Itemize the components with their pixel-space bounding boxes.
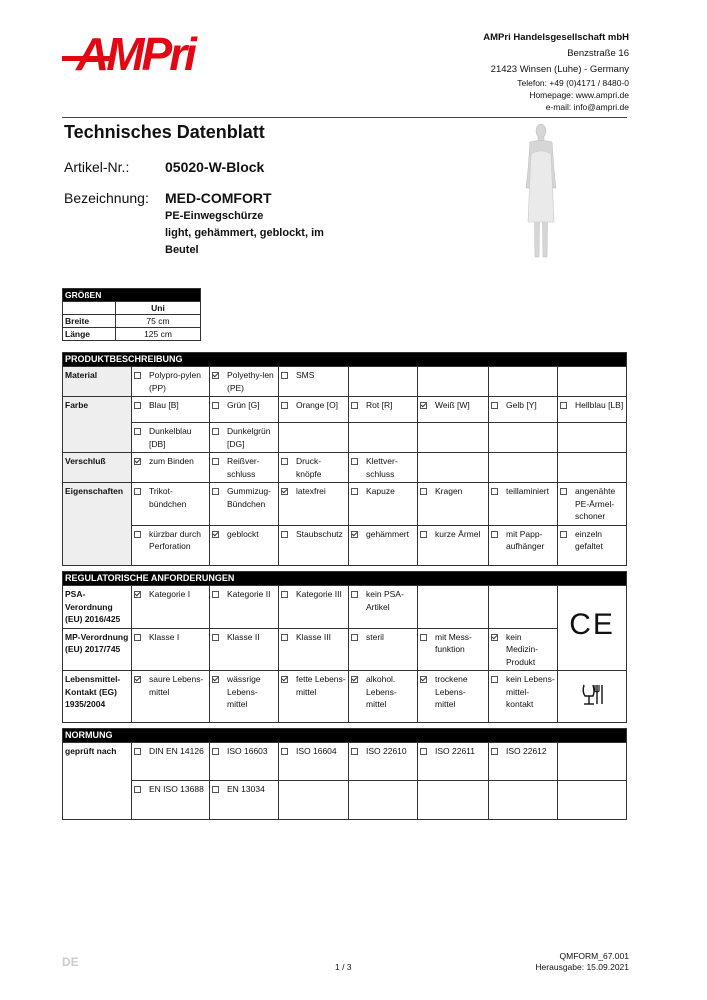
food-safe-icon [558,671,627,723]
option-label: Trikot-bündchen [149,486,187,509]
checkbox-checked [281,676,288,683]
option-label: saure Lebens-mittel [149,674,204,697]
section-header-norms: NORMUNG [63,729,627,743]
option-label: Klasse II [227,631,260,642]
checkbox [212,634,219,641]
checkbox [281,591,288,598]
option-label: Rot [R] [366,400,393,410]
checkbox [491,748,498,755]
checkbox [351,402,358,409]
regulatory-table [62,571,627,723]
option-label: ISO 22611 [435,746,476,756]
option-label: fette Lebens-mittel [296,674,346,697]
checkbox [351,634,358,641]
size-label: Länge [63,328,116,341]
option-label: Klettver-schluss [366,456,398,479]
option-label: kurze Ärmel [435,528,481,539]
option-label: kein Medizin-Produkt [506,631,539,667]
checkbox-checked [420,676,427,683]
designation-sub1: PE-Einwegschürze [165,210,264,222]
option-label: Kategorie II [227,589,271,599]
checkbox [420,531,427,538]
checkbox [134,488,141,495]
checkbox [134,402,141,409]
section-header-regulatory: REGULATORISCHE ANFORDERUNGEN [63,572,627,586]
checkbox [134,428,141,435]
option-label: trockene Lebens-mittel [435,674,468,709]
checkbox [134,531,141,538]
checkbox [420,634,427,641]
option-label: wässrige Lebens-mittel [227,674,261,709]
company-homepage: Homepage: www.ampri.de [529,89,629,100]
option-label: alkohol. Lebens-mittel [366,674,397,709]
section-header-product: PRODUKTBESCHREIBUNG [63,353,627,367]
checkbox [560,488,567,495]
designation-value: MED-COMFORT [165,190,272,206]
checkbox [281,748,288,755]
option-label: mit Mess-funktion [435,631,472,654]
checkbox [134,634,141,641]
option-label: Polyethy-len (PE) [227,370,274,393]
checkbox-checked [351,676,358,683]
designation-row [64,190,272,206]
checkbox-checked [351,531,358,538]
checkbox [134,372,141,379]
option-label: SMS [296,370,315,380]
option-label: kürzbar durch Perforation [149,528,201,551]
checkbox [560,402,567,409]
checkbox [134,786,141,793]
checkbox [212,458,219,465]
designation-label: Bezeichnung: [64,190,149,206]
sizes-col-uni: Uni [116,302,201,315]
option-label: Orange [O] [296,400,339,410]
row-label-farbe: Farbe [63,397,132,453]
ce-mark-text: CE [569,607,615,641]
option-label: mit Papp-aufhänger [506,528,545,551]
checkbox [351,458,358,465]
checkbox-checked [134,676,141,683]
row-label-eigenschaften: Eigenschaften [63,483,132,566]
form-id: QMFORM_67.001 [559,951,629,961]
company-phone: Telefon: +49 (0)4171 / 8480-0 [517,78,629,88]
row-label-verschluss: Verschluß [63,453,132,483]
sizes-header: GRÖßEN [63,289,201,302]
company-name: AMPri Handelsgesellschaft mbH [483,32,629,43]
checkbox-checked [420,402,427,409]
option-label: kein Lebens-mittel-kontakt [506,674,555,709]
row-label-tested: geprüft nach [63,743,132,820]
option-label: Kapuze [366,486,395,496]
option-label: Polypro-pylen (PP) [149,370,201,393]
logo-text: AMPri [76,28,194,74]
product-description-table [62,352,627,566]
checkbox [212,402,219,409]
option-label: zum Binden [149,456,194,466]
designation-details [165,208,340,259]
form-info [535,951,629,973]
option-label: Dunkelgrün [DG] [227,426,271,449]
option-label: ISO 16604 [296,746,337,756]
option-label: Blau [B] [149,400,179,410]
row-label-food-contact: Lebensmittel-Kontakt (EG) 1935/2004 [63,671,132,723]
checkbox [212,748,219,755]
option-label: einzeln gefaltet [575,528,603,551]
article-number: 05020-W-Block [165,159,265,175]
company-city: 21423 Winsen (Luhe) - Germany [490,64,629,75]
checkbox [491,402,498,409]
checkbox [491,488,498,495]
size-value: 75 cm [116,315,201,328]
checkbox-checked [212,531,219,538]
row-label-psa: PSA-Verordnung (EU) 2016/425 [63,586,132,629]
checkbox-checked [134,591,141,598]
option-label: ISO 16603 [227,746,268,756]
option-label: ISO 22610 [366,746,407,756]
option-label: Klasse I [149,631,180,642]
option-label: Kategorie III [296,589,342,599]
checkbox-checked [212,676,219,683]
option-label: EN ISO 13688 [149,784,204,794]
row-label-mp: MP-Verordnung (EU) 2017/745 [63,628,132,671]
company-email: e-mail: info@ampri.de [545,101,629,112]
ce-mark-icon [558,586,627,671]
size-value: 125 cm [116,328,201,341]
option-label: Klasse III [296,631,331,642]
checkbox [281,531,288,538]
checkbox [491,676,498,683]
option-label: kein PSA-Artikel [366,589,404,612]
checkbox-checked [134,458,141,465]
apron-figure-image [510,122,572,262]
checkbox-checked [491,634,498,641]
checkbox [420,748,427,755]
company-street: Benzstraße 16 [567,48,629,59]
checkbox [491,531,498,538]
page-title: Technisches Datenblatt [64,122,265,142]
checkbox [212,591,219,598]
checkbox [420,488,427,495]
size-label: Breite [63,315,116,328]
option-label: teillaminiert [506,486,549,496]
page-number: 1 / 3 [335,962,352,972]
option-label: EN 13034 [227,784,265,794]
checkbox [281,634,288,641]
checkbox [281,458,288,465]
article-row [64,159,264,175]
option-label: Dunkelblau [DB] [149,426,192,449]
checkbox-checked [212,372,219,379]
checkbox-checked [281,488,288,495]
language-code: DE [62,955,79,969]
designation-sub2: light, gehämmert, geblockt, im Beutel [165,227,324,256]
option-label: angenähte PE-Ärmel-schoner [575,486,616,521]
checkbox [281,372,288,379]
option-label: geblockt [227,528,259,539]
option-label: Gummizug-Bündchen [227,486,271,509]
option-label: Staubschutz [296,528,343,539]
sizes-table [62,288,201,341]
option-label: latexfrei [296,486,326,496]
option-label: Gelb [Y] [506,400,537,410]
option-label: Reißver-schluss [227,456,260,479]
option-label: steril [366,631,384,642]
option-label: Druck-knöpfe [296,456,322,479]
option-label: Weiß [W] [435,400,470,410]
header-divider [62,117,627,118]
issue-date: Herausgabe: 15.09.2021 [535,962,629,972]
option-label: Grün [G] [227,400,260,410]
checkbox [351,748,358,755]
checkbox [212,488,219,495]
option-label: ISO 22612 [506,746,547,756]
checkbox [212,428,219,435]
option-label: Kategorie I [149,589,191,599]
company-address [483,30,629,113]
option-label: Hellblau [LB] [575,400,624,410]
option-label: DIN EN 14126 [149,746,204,756]
checkbox [351,591,358,598]
checkbox [281,402,288,409]
checkbox [351,488,358,495]
checkbox [212,786,219,793]
norms-table [62,728,627,820]
checkbox [134,748,141,755]
option-label: gehämmert [366,528,409,539]
article-label: Artikel-Nr.: [64,159,130,175]
ampri-logo [62,28,222,74]
checkbox [560,531,567,538]
row-label-material: Material [63,367,132,397]
option-label: Kragen [435,486,463,496]
